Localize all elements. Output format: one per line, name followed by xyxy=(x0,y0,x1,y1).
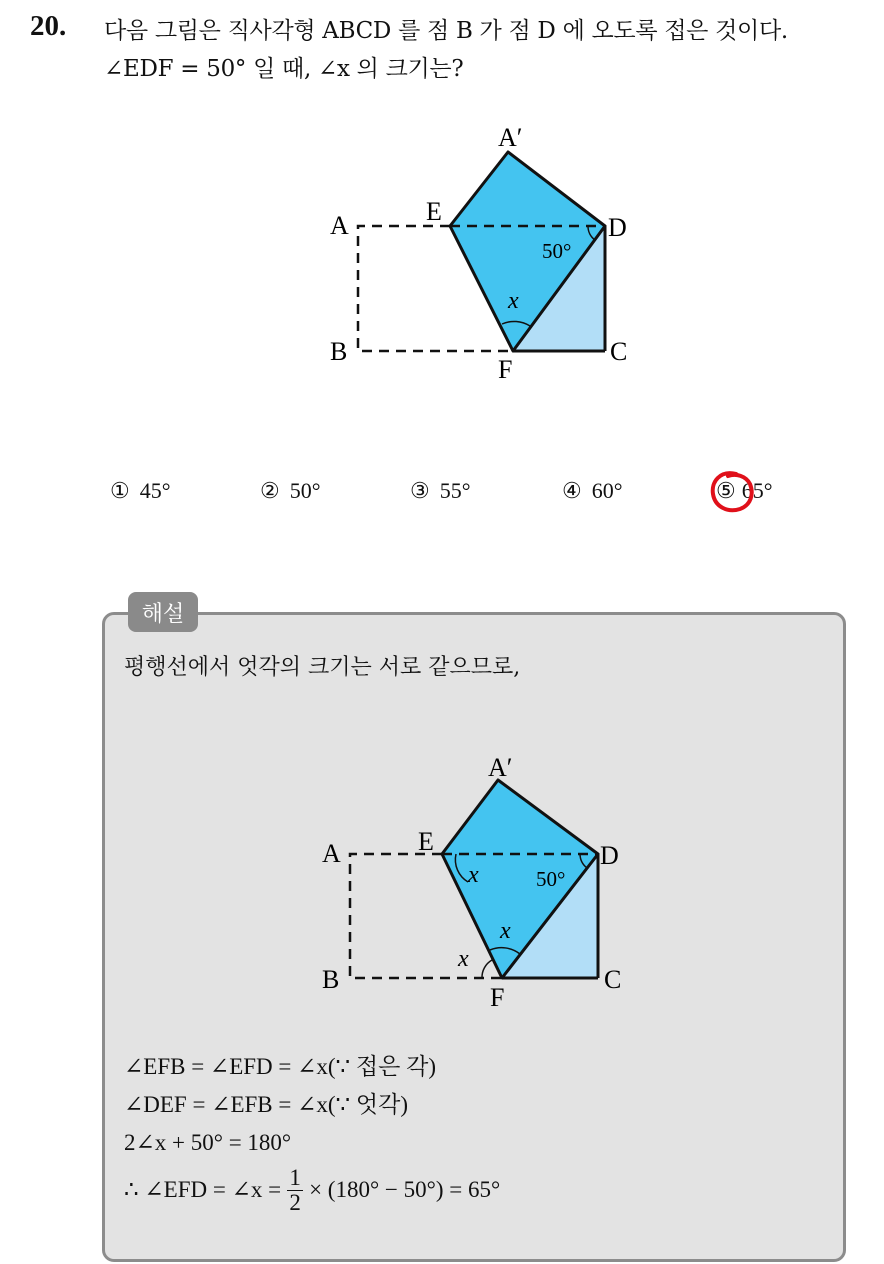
label-b: B xyxy=(322,965,340,994)
choice-5-number: ⑤ xyxy=(716,478,736,503)
choice-4-number: ④ xyxy=(562,478,582,503)
question-text xyxy=(104,12,874,88)
choice-1-value: 45° xyxy=(139,478,171,503)
fraction-one-half xyxy=(287,1164,303,1215)
question-number: 20. xyxy=(30,10,67,42)
label-e: E xyxy=(426,197,442,226)
label-x-at-f-outer: x xyxy=(458,946,469,972)
solution-line-1: ∠EFB = ∠EFD = ∠x(∵ 접은 각) xyxy=(124,1054,436,1079)
solution-equations xyxy=(124,1048,824,1216)
label-a: A xyxy=(322,839,341,868)
solution-final-prefix: ∴ ∠EFD = ∠x = xyxy=(124,1177,282,1202)
answer-choices xyxy=(110,478,850,512)
label-f: F xyxy=(490,983,505,1012)
choice-4[interactable] xyxy=(562,478,623,504)
label-x-at-f: x xyxy=(500,918,511,944)
fraction-numerator: 1 xyxy=(289,1164,301,1190)
label-x-at-e: x xyxy=(468,862,479,888)
solution-final-suffix: × (180° − 50°) = 65° xyxy=(309,1177,501,1202)
choice-4-value: 60° xyxy=(591,478,623,503)
fraction-denominator: 2 xyxy=(289,1189,301,1215)
choice-3-value: 55° xyxy=(439,478,471,503)
label-50-degrees: 50° xyxy=(536,867,566,891)
question-line-1: 다음 그림은 직사각형 ABCD 를 점 B 가 점 D 에 오도록 접은 것이다. xyxy=(104,18,788,44)
label-d: D xyxy=(600,841,619,870)
choice-3[interactable] xyxy=(410,478,471,504)
solution-final-line xyxy=(124,1164,824,1216)
choice-2-value: 50° xyxy=(289,478,321,503)
choice-3-number: ③ xyxy=(410,478,430,503)
label-c: C xyxy=(610,337,628,366)
label-b: B xyxy=(330,337,348,366)
choice-2[interactable] xyxy=(260,478,321,504)
solution-figure xyxy=(316,748,646,1018)
choice-1-number: ① xyxy=(110,478,130,503)
choice-2-number: ② xyxy=(260,478,280,503)
label-a: A xyxy=(330,211,349,240)
label-e: E xyxy=(418,827,434,856)
label-d: D xyxy=(608,213,627,242)
question-figure xyxy=(320,116,650,386)
choice-1[interactable] xyxy=(110,478,171,504)
label-x: x xyxy=(508,288,519,314)
angle-x-arc-f-left xyxy=(482,960,492,978)
label-a-prime: A′ xyxy=(498,123,523,152)
selected-answer-circle-icon xyxy=(708,466,758,518)
label-a-prime: A′ xyxy=(488,753,513,782)
solution-tag: 해설 xyxy=(128,592,198,632)
question-line-2: ∠EDF = 50° 일 때, ∠x 의 크기는? xyxy=(104,56,464,82)
label-50-degrees: 50° xyxy=(542,239,572,263)
choice-5-value: 65° xyxy=(741,478,773,503)
solution-line-3: 2∠x + 50° = 180° xyxy=(124,1130,292,1155)
solution-intro: 평행선에서 엇각의 크기는 서로 같으므로, xyxy=(124,655,521,680)
solution-line-2: ∠DEF = ∠EFB = ∠x(∵ 엇각) xyxy=(124,1092,409,1117)
label-f: F xyxy=(498,355,513,384)
label-c: C xyxy=(604,965,622,994)
